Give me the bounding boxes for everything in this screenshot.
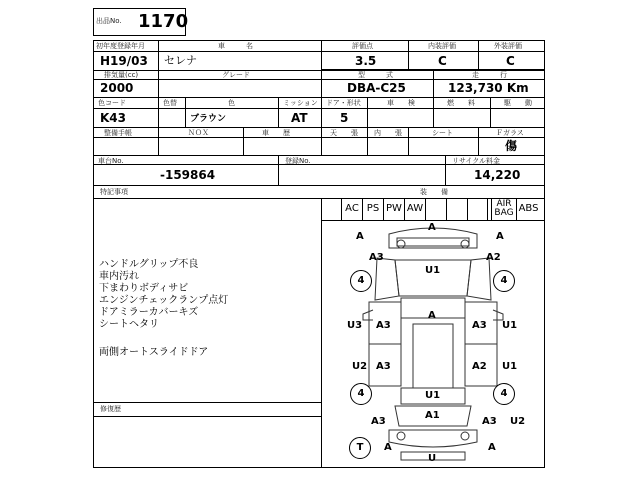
mark-tail-a-left: A	[384, 442, 392, 453]
remarks-list	[99, 259, 319, 359]
chassis-no-value: -159864	[160, 168, 216, 182]
mark-right-a2: A2	[472, 361, 487, 372]
door-shape-label: ドア・形状	[326, 99, 361, 107]
equip-airbag	[491, 198, 516, 220]
col-line	[158, 127, 159, 155]
col-line	[243, 127, 244, 155]
recycle-label: リサイクル料金	[452, 157, 501, 165]
mark-left-u3: U3	[347, 320, 363, 331]
wheel-front-left: 4	[350, 270, 372, 292]
equip-blank-3	[467, 198, 488, 220]
equip-pw: PW	[383, 198, 404, 220]
row-line	[93, 155, 545, 156]
mark-front-left-a3: A3	[369, 252, 384, 263]
wheel-front-right: 4	[493, 270, 515, 292]
history-label: 車 歴	[262, 129, 290, 137]
equip-aw: AW	[404, 198, 425, 220]
interior-value: C	[438, 54, 447, 68]
color-label: 色	[228, 99, 235, 107]
mark-rear-a1: A1	[425, 410, 440, 421]
col-line	[445, 155, 446, 185]
mark-rear-right-u2: U2	[510, 416, 526, 427]
seat-label: シート	[432, 129, 453, 137]
reg-no-label: 登録No.	[285, 157, 311, 165]
mark-tail-a-right: A	[488, 442, 496, 453]
car-name-value: セレナ	[164, 54, 197, 67]
color-value: ブラウン	[190, 114, 227, 124]
remark-line: ハンドルグリップ不良	[99, 259, 199, 270]
door-shape-value: 5	[340, 111, 349, 125]
nox-label: ＮＯＸ	[188, 129, 209, 137]
recycle-value: 14,220	[474, 168, 521, 182]
equip-ac: AC	[341, 198, 362, 220]
mark-right-u1b: U1	[502, 361, 518, 372]
drive-label: 駆 動	[504, 99, 532, 107]
mark-tail-u: U	[428, 453, 437, 464]
mark-top-center: A	[428, 222, 436, 233]
fuel-label: 燃 料	[447, 99, 475, 107]
col-line	[278, 97, 279, 127]
mark-rear-left-a3: A3	[371, 416, 386, 427]
f-glass-value: 傷	[505, 139, 518, 153]
mileage-label: 走 行	[472, 71, 507, 79]
mark-left-a3b: A3	[376, 361, 391, 372]
transmission-value: AT	[291, 111, 308, 125]
remark-line: シートヘタリ	[99, 319, 159, 330]
equip-blank-1	[425, 198, 446, 220]
remark-line: 両側オートスライドドア	[99, 347, 209, 358]
mark-top-left: A	[356, 231, 364, 242]
col-line	[278, 155, 279, 185]
mark-left-a3: A3	[376, 320, 391, 331]
model-label: 型 式	[358, 71, 393, 79]
displacement-value: 2000	[100, 81, 134, 95]
color-code-label: 色コード	[98, 99, 126, 107]
car-diagram	[321, 220, 545, 468]
mileage-value: 123,730 Km	[448, 81, 529, 95]
remark-line	[99, 331, 319, 343]
color-type-label: 色替	[163, 99, 177, 107]
tail-t-mark: T	[349, 437, 371, 459]
wheel-rear-left: 4	[350, 383, 372, 405]
remark-line: 下まわりボディサビ	[99, 283, 189, 294]
col-line	[408, 127, 409, 155]
mark-right-u1: U1	[502, 320, 518, 331]
equipment-label: 装 備	[420, 188, 448, 196]
mark-roof-a: A	[428, 310, 436, 321]
col-line	[321, 97, 322, 127]
car-name-label: 車 名	[218, 42, 253, 50]
mark-hood-u1: U1	[425, 265, 441, 276]
color-code-value: K43	[100, 111, 126, 125]
remarks-label: 特記事項	[100, 188, 128, 196]
score-value: 3.5	[355, 54, 377, 68]
grade-label: グレード	[222, 71, 250, 79]
maintenance-label: 整備手帳	[104, 129, 132, 137]
col-line	[158, 97, 159, 127]
ceiling-label: 天 張	[330, 129, 358, 137]
row-line	[93, 416, 321, 417]
car-check-label: 車 検	[387, 99, 415, 107]
repair-history-label: 修復歴	[100, 405, 121, 413]
remark-line: 車内汚れ	[99, 271, 139, 282]
f-glass-label: Ｆガラス	[496, 129, 524, 137]
remark-line: ドアミラーカバーキズ	[99, 307, 199, 318]
mark-right-a3: A3	[472, 320, 487, 331]
score-label: 評価点	[352, 42, 373, 50]
col-line	[367, 127, 368, 155]
col-line	[158, 70, 159, 97]
interior-label: 内装評価	[428, 42, 456, 50]
row-line	[93, 185, 545, 186]
equip-blank-2	[446, 198, 467, 220]
equip-ps: PS	[362, 198, 383, 220]
col-line	[321, 127, 322, 155]
col-line	[367, 97, 368, 127]
airbag-label-part: BAG	[494, 208, 514, 218]
lot-number: 1170	[138, 11, 189, 32]
equipment-row	[321, 198, 545, 220]
mark-top-right: A	[496, 231, 504, 242]
row-line	[93, 402, 321, 403]
col-line	[433, 97, 434, 127]
row-line	[93, 97, 545, 98]
transmission-label: ミッション	[283, 99, 318, 107]
mark-rear-right-a3: A3	[482, 416, 497, 427]
mark-left-u2: U2	[352, 361, 368, 372]
airbag-label-part: AIR	[496, 199, 512, 209]
col-line	[185, 97, 186, 127]
mark-rear-u1: U1	[425, 390, 441, 401]
col-line	[321, 70, 322, 97]
first-reg-label: 初年度登録年月	[96, 42, 145, 50]
exterior-value: C	[506, 54, 515, 68]
displacement-label: 排気量(cc)	[104, 71, 139, 79]
exterior-label: 外装評価	[494, 42, 522, 50]
remark-line: エンジンチェックランプ点灯	[99, 295, 229, 306]
col-line	[478, 127, 479, 155]
first-reg-value: H19/03	[100, 54, 148, 68]
col-line	[433, 70, 434, 97]
col-line	[490, 97, 491, 127]
row-line	[93, 108, 545, 109]
chassis-no-label: 車台No.	[98, 157, 124, 165]
mark-front-right-a2: A2	[486, 252, 501, 263]
col-line	[158, 40, 159, 70]
equip-abs: ABS	[516, 198, 540, 220]
model-value: DBA-C25	[347, 81, 406, 95]
interior-trim-label: 内 張	[374, 129, 402, 137]
lot-number-label: 出品No.	[96, 17, 122, 25]
wheel-rear-right: 4	[493, 383, 515, 405]
